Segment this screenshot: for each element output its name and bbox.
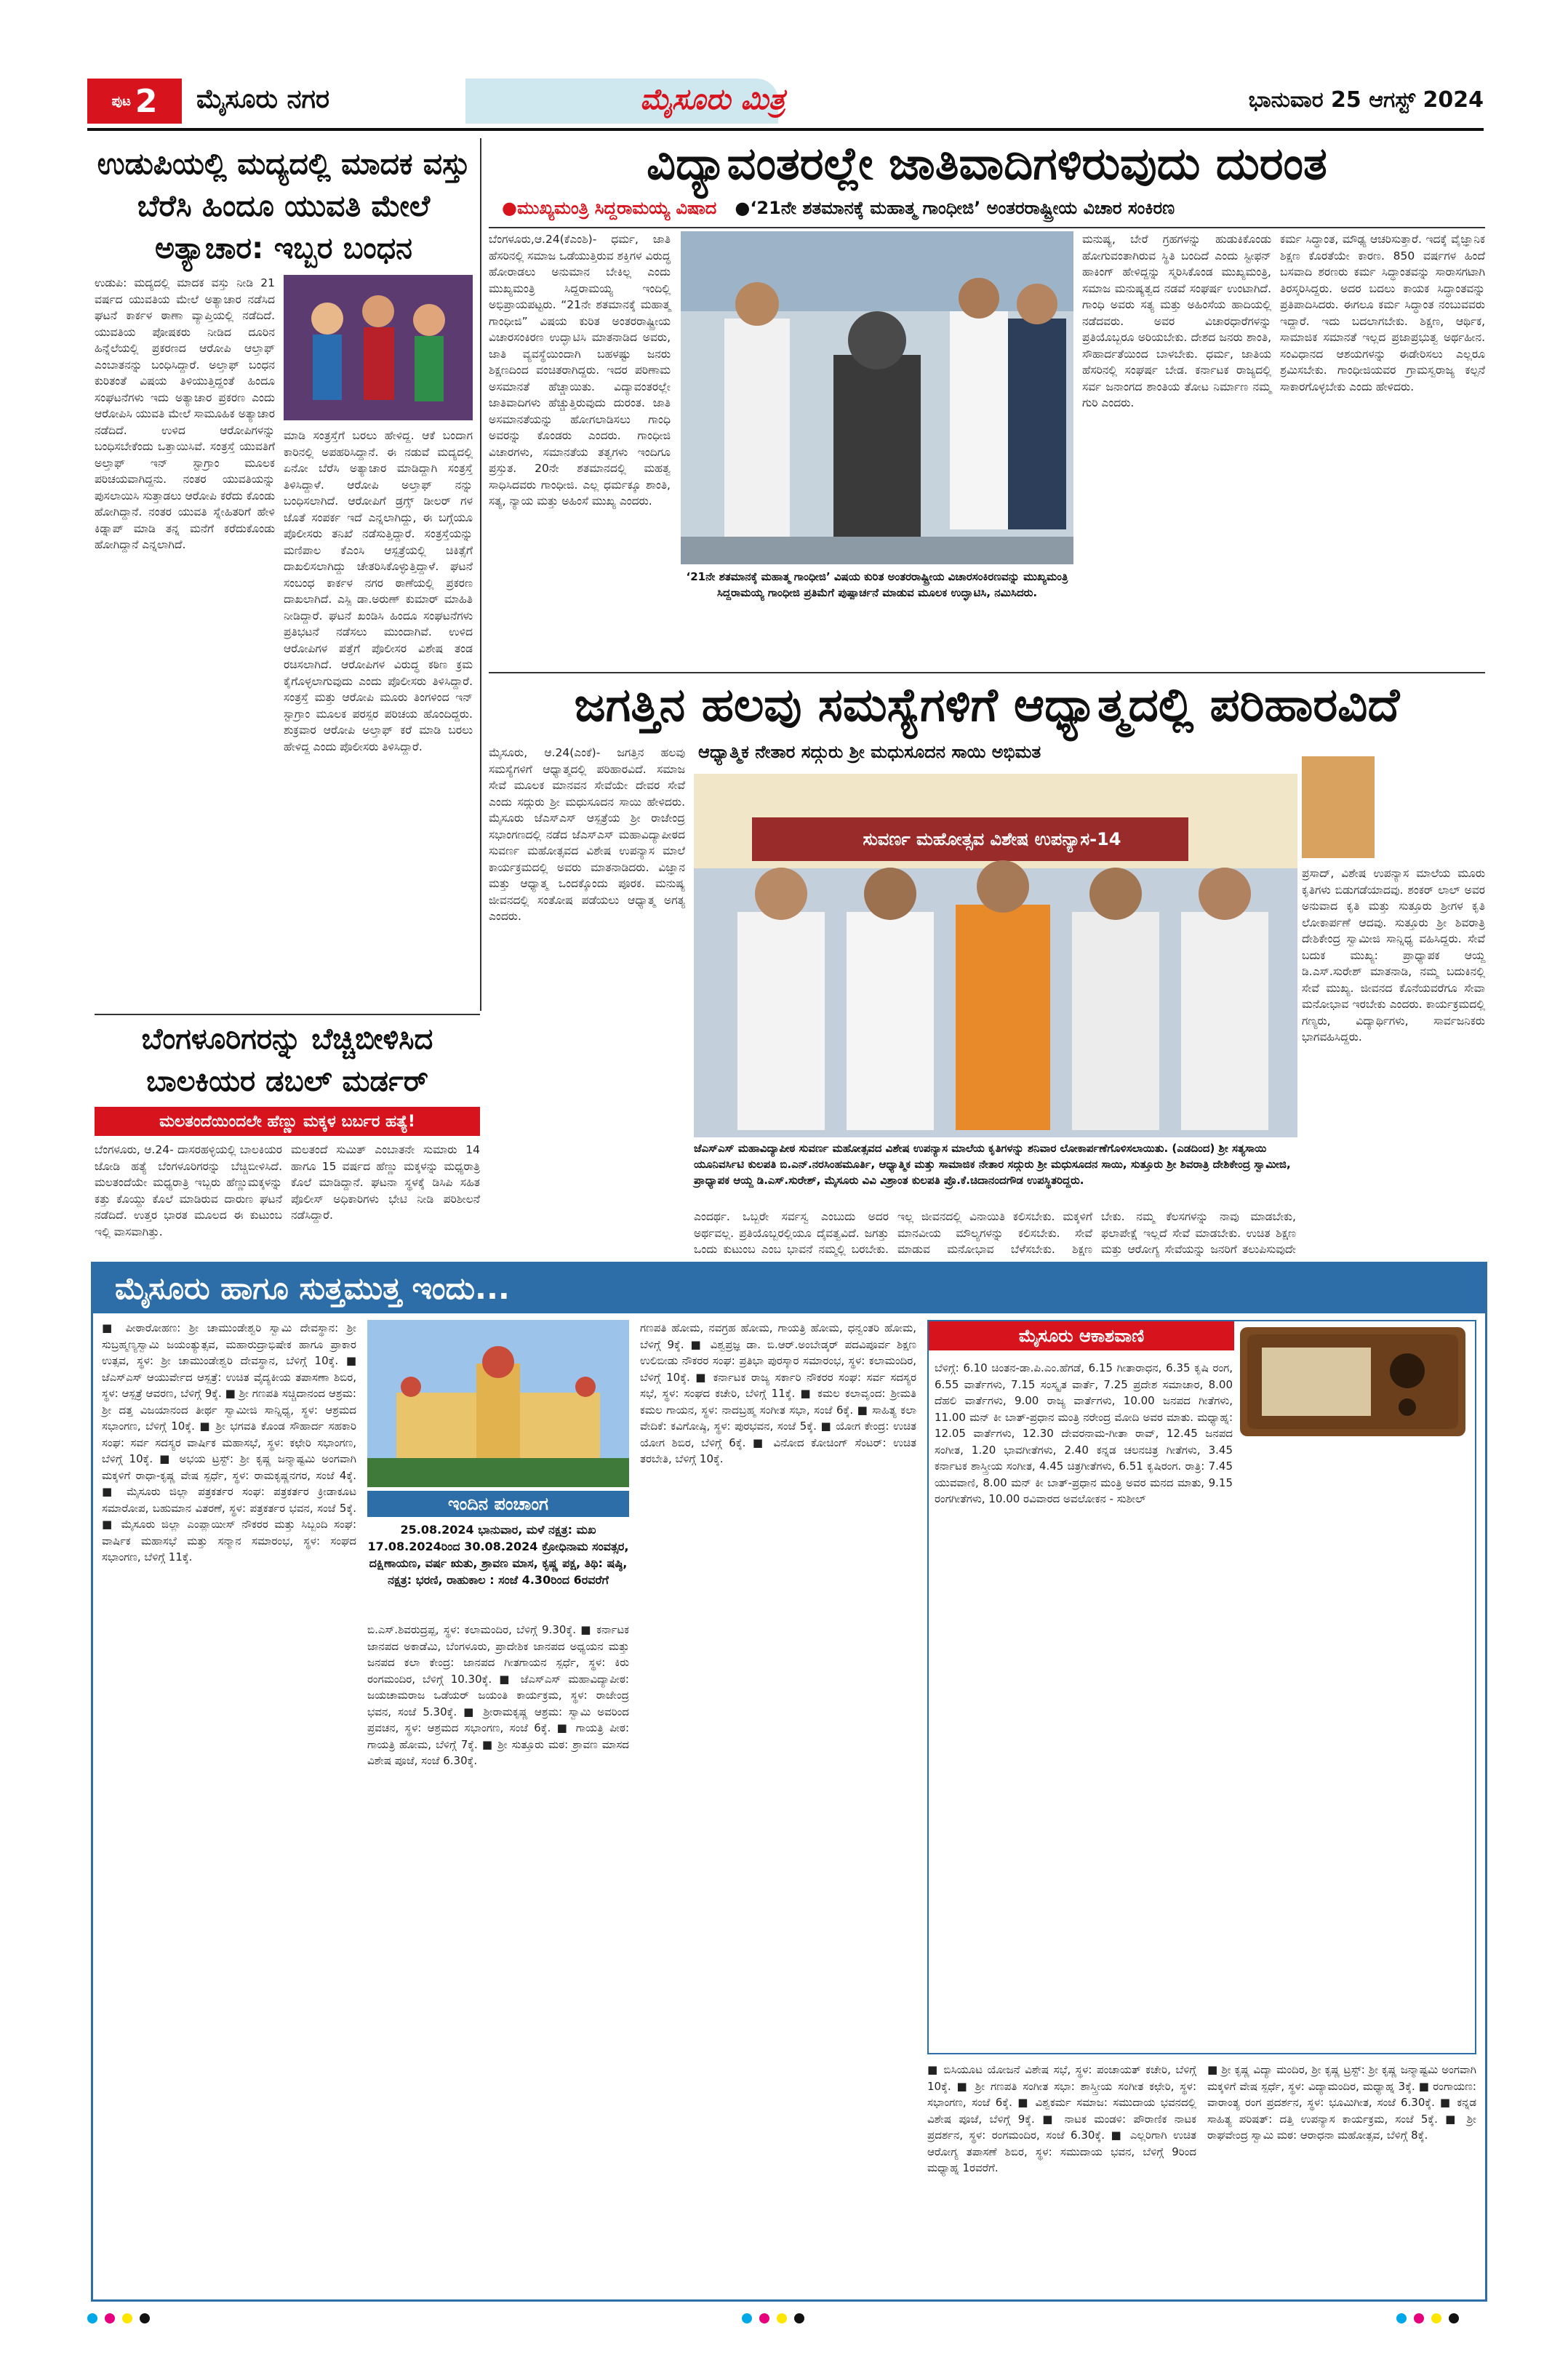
- story1-body-b: ಮಾಡಿ ಸಂತ್ರಸ್ತೆಗೆ ಬರಲು ಹೇಳಿದ್ದ. ಆಕೆ ಬಂದಾಗ ಕಾರಿನಲ್ಲಿ ಅಪಹರಿಸಿದ್ದಾನೆ. ಈ ನಡುವೆ ಮದ್ಯದಲ್ಲಿ ಏನೋ ಬೆರೆಸಿ ಅತ್ಯಾಚಾರ ಮಾಡಿದ್ದಾಗಿ ಸಂತ್ರಸ್ತೆ ತಿಳಿಸಿದ್ದಾಳೆ. ಆರೋಪಿ ಅಲ್ತಾಫ್ ನನ್ನು ಬಂಧಿಸಲಾಗಿದೆ. ಆರೋಪಿಗೆ ಡ್ರಗ್ಸ್ ಡೀಲರ್ ಗಳ ಜೊತೆ ಸಂಪರ್ಕ ಇದೆ ಎನ್ನಲಾಗಿದ್ದು, ಈ ಬಗ್ಗೆಯೂ ಪೊಲೀಸರು ತನಿಖೆ ನಡೆಸುತ್ತಿದ್ದಾರೆ. ಸಂತ್ರಸ್ತೆಯನ್ನು ಮಣಿಪಾಲ ಕೆಎಂಸಿ ಆಸ್ಪತ್ರೆಯಲ್ಲಿ ಚಿಕಿತ್ಸೆಗೆ ದಾಖಲಿಸಲಾಗಿದ್ದು ಚೇತರಿಸಿಕೊಳ್ಳುತ್ತಿದ್ದಾಳೆ. ಘಟನೆ ಸಂಬಂಧ ಕಾರ್ಕಳ ನಗರ ಠಾಣೆಯಲ್ಲಿ ಪ್ರಕರಣ ದಾಖಲಾಗಿದೆ. ಎಸ್ಪಿ ಡಾ.ಅರುಣ್ ಕುಮಾರ್ ಮಾಹಿತಿ ನೀಡಿದ್ದಾರೆ. ಘಟನೆ ಖಂಡಿಸಿ ಹಿಂದೂ ಸಂಘಟನೆಗಳು ಪ್ರತಿಭಟನೆ ನಡೆಸಲು ಮುಂದಾಗಿವೆ. ಉಳಿದ ಆರೋಪಿಗಳ ಪತ್ತೆಗೆ ಪೊಲೀಸರ ವಿಶೇಷ ತಂಡ ರಚಿಸಲಾಗಿದೆ. ಆರೋಪಿಗಳ ವಿರುದ್ಧ ಕಠಿಣ ಕ್ರಮ ಕೈಗೊಳ್ಳಲಾಗುವುದು ಎಂದು ಪೊಲೀಸರು ತಿಳಿಸಿದ್ದಾರೆ. ಸಂತ್ರಸ್ತೆ ಮತ್ತು ಆರೋಪಿ ಮೂರು ತಿಂಗಳಿಂದ ಇನ್ ಸ್ಟಾಗ್ರಾಂ ಮೂಲಕ ಪರಸ್ಪರ ಪರಿಚಯ ಹೊಂದಿದ್ದರು. ಶುಕ್ರವಾರ ಆರೋಪಿ ಅಲ್ತಾಫ್ ಕರೆ ಮಾಡಿ ಬರಲು ಹೇಳಿದ್ದ ಎಂದು ಪೊಲೀಸರು ತಿಳಿಸಿದ್ದಾರೆ.: [284, 429, 473, 753]
- story3-col-mid2: ಇಲ್ಲ ಜೀವನದಲ್ಲಿ ವಿನಾಯಿತಿ ಕಲಿಸಬೇಕು. ಮಕ್ಕಳಿಗೆ ಮಾನವೀಯ ಮೌಲ್ಯಗಳನ್ನು ಕಲಿಸಬೇಕು. ಸೇವೆ ಮಾಡುವ ಮನೋಭಾವ ಬೆಳೆಸಬೇಕು. ಶಿಕ್ಷಣ: [897, 1210, 1092, 1256]
- story2-col3: ಕರ್ಮ ಸಿದ್ಧಾಂತ, ಮೌಢ್ಯ ಆಚರಿಸುತ್ತಾರೆ. ಇದಕ್ಕೆ ವೈಜ್ಞಾನಿಕ ಶಿಕ್ಷಣ ಕೊರತೆಯೇ ಕಾರಣ. 850 ವರ್ಷಗಳ ಹಿಂದೆ ಬಸವಾದಿ ಶರಣರು ಕರ್ಮ ಸಿದ್ಧಾಂತವನ್ನು ಸಾರಾಸಗಟಾಗಿ ತಿರಸ್ಕರಿಸಿದ್ದರು. ಅದರ ಬದಲು ಕಾಯಕ ಸಿದ್ಧಾಂತವನ್ನು ಪ್ರತಿಪಾದಿಸಿದರು. ಈಗಲೂ ಕರ್ಮ ಸಿದ್ಧಾಂತ ನಂಬುವವರು ಇದ್ದಾರೆ. ಇದು ಬದಲಾಗಬೇಕು. ಶಿಕ್ಷಣ, ಆರ್ಥಿಕ, ಸಾಮಾಜಿಕ ಸಮಾನತೆ ಇಲ್ಲದ ಪ್ರಜಾಪ್ರಭುತ್ವ ಅರ್ಥಹೀನ. ಸಂವಿಧಾನದ ಆಶಯಗಳನ್ನು ಈಡೇರಿಸಲು ಎಲ್ಲರೂ ಶ್ರಮಿಸಬೇಕು. ಗಾಂಧೀಜಿಯವರ ಗ್ರಾಮಸ್ವರಾಜ್ಯ ಕಲ್ಪನೆ ಸಾಕಾರಗೊಳ್ಳಬೇಕು ಎಂದು ಹೇಳಿದರು.: [1280, 233, 1485, 393]
- events-col1: ■ ಪೀಠಾರೋಹಣ: ಶ್ರೀ ಚಾಮುಂಡೇಶ್ವರಿ ಸ್ವಾಮಿ ದೇವಸ್ಥಾನ: ಶ್ರೀ ಸುಬ್ರಹ್ಮಣ್ಯಸ್ವಾಮಿ ಜಯಂತ್ಯುತ್ಸವ, ಮಹಾರುದ್ರಾಭಿಷೇಕ ಹಾಗೂ ಪ್ರಾಕಾರ ಉತ್ಸವ, ಸ್ಥಳ: ಶ್ರೀ ಚಾಮುಂಡೇಶ್ವರಿ ದೇವಸ್ಥಾನ, ಬೆಳಿಗ್ಗೆ 10ಕ್ಕೆ. ■ ಜೆಎಸ್ಎಸ್ ಆಯುರ್ವೇದ ಆಸ್ಪತ್ರೆ: ಉಚಿತ ವೈದ್ಯಕೀಯ ತಪಾಸಣಾ ಶಿಬಿರ, ಸ್ಥಳ: ಆಸ್ಪತ್ರೆ ಆವರಣ, ಬೆಳಿಗ್ಗೆ 9ಕ್ಕೆ. ■ ಶ್ರೀ ಗಣಪತಿ ಸಚ್ಚಿದಾನಂದ ಆಶ್ರಮ: ಶ್ರೀ ದತ್ತ ವಿಜಯಾನಂದ ತೀರ್ಥ ಸ್ವಾಮೀಜಿ ಸಾನ್ನಿಧ್ಯ, ಸ್ಥಳ: ಆಶ್ರಮದ ಸಭಾಂಗಣ, ಬೆಳಿಗ್ಗೆ 10ಕ್ಕೆ. ■ ಶ್ರೀ ಭಗವತಿ ಕೊಂಡ ಸೌಹಾರ್ದ ಸಹಕಾರಿ ಸಂಘ: ಸರ್ವ ಸದಸ್ಯರ ವಾರ್ಷಿಕ ಮಹಾಸಭೆ, ಸ್ಥಳ: ಕಛೇರಿ ಸಭಾಂಗಣ, ಬೆಳಿಗ್ಗೆ 10ಕ್ಕೆ. ■ ಅಭಯ ಟ್ರಸ್ಟ್: ಶ್ರೀ ಕೃಷ್ಣ ಜನ್ಮಾಷ್ಟಮಿ ಅಂಗವಾಗಿ ಮಕ್ಕಳಿಗೆ ರಾಧಾ-ಕೃಷ್ಣ ವೇಷ ಸ್ಪರ್ಧೆ, ಸ್ಥಳ: ರಾಮಕೃಷ್ಣನಗರ, ಸಂಜೆ 4ಕ್ಕೆ. ■ ಮೈಸೂರು ಜಿಲ್ಲಾ ಪತ್ರಕರ್ತರ ಸಂಘ: ಪತ್ರಕರ್ತರ ಕ್ರೀಡಾಕೂಟ ಸಮಾರೋಪ, ಬಹುಮಾನ ವಿತರಣೆ, ಸ್ಥಳ: ಪತ್ರಕರ್ತರ ಭವನ, ಸಂಜೆ 5ಕ್ಕೆ. ■ ಮೈಸೂರು ಜಿಲ್ಲಾ ಎಂಪ್ಲಾಯೀಸ್ ನೌಕರರ ಮತ್ತು ಸಿಬ್ಬಂದಿ ಸಂಘ: ವಾರ್ಷಿಕ ಮಹಾಸಭೆ ಮತ್ತು ಸನ್ಮಾನ ಸಮಾರಂಭ, ಸ್ಥಳ: ಸಂಘದ ಸಭಾಂಗಣ, ಬೆಳಿಗ್ಗೆ 11ಕ್ಕೆ.: [102, 1321, 356, 1564]
- story4-col2: ಮಲತಂದೆ ಸುಮಿತ್ ಎಂಬಾತನೇ ಸುಮಾರು 14 ಹಾಗೂ 15 ವರ್ಷದ ಹೆಣ್ಣು ಮಕ್ಕಳನ್ನು ಮಧ್ಯರಾತ್ರಿ ಕೊಲೆ ಮಾಡಿದ್ದಾನೆ. ಘಟನಾ ಸ್ಥಳಕ್ಕೆ ಡಿಸಿಪಿ ಸಹಿತ ಪೊಲೀಸ್ ಅಧಿಕಾರಿಗಳು ಭೇಟಿ ನೀಡಿ ಪರಿಶೀಲನೆ ನಡೆಸಿದ್ದಾರೆ.: [291, 1143, 480, 1222]
- page-number: 2: [135, 82, 158, 120]
- story3-col-mid1: ಎಂದರ್ಥ. ಒಬ್ಬರೇ ಸರ್ವಸ್ವ ಎಂಬುದು ಅದರ ಅರ್ಥವಲ್ಲ. ಪ್ರತಿಯೊಬ್ಬರಲ್ಲಿಯೂ ದೈವತ್ವವಿದೆ. ಜಗತ್ತು ಒಂದು ಕುಟುಂಬ ಎಂಬ ಭಾವನೆ ನಮ್ಮಲ್ಲಿ ಬರಬೇಕು.: [694, 1210, 889, 1256]
- illustration-graphic: [284, 275, 473, 420]
- radio-head: ಮೈಸೂರು ಆಕಾಶವಾಣಿ: [929, 1321, 1234, 1350]
- story4-redline: ಮಲತಂದೆಯಿಂದಲೇ ಹೆಣ್ಣು ಮಕ್ಕಳ ಬರ್ಬರ ಹತ್ಯೆ!: [95, 1107, 480, 1136]
- registration-dots-center: [742, 2313, 812, 2326]
- gandhi-event-photo: [681, 231, 1073, 564]
- page-number-box: [87, 79, 182, 124]
- masthead: ಮೈಸೂರು ಮಿತ್ರ: [640, 83, 785, 116]
- events-head: ಮೈಸೂರು ಹಾಗೂ ಸುತ್ತಮುತ್ತ ಇಂದು...: [93, 1264, 1485, 1313]
- section-title: ಮೈಸೂರು ನಗರ: [196, 84, 330, 114]
- story4-headline: ಬೆಂಗಳೂರಿಗರನ್ನು ಬೆಚ್ಚಿಬೀಳಿಸಿದ ಬಾಲಕಿಯರ ಡಬಲ್ ಮರ್ಡರ್: [141, 1022, 433, 1098]
- story3-subline: ಆಧ್ಯಾತ್ಮಿಕ ನೇತಾರ ಸದ್ಗುರು ಶ್ರೀ ಮಧುಸೂದನ ಸಾಯಿ ಅಭಿಮತ: [698, 742, 1041, 762]
- registration-dots-right: [1396, 2313, 1466, 2326]
- events-col2: ಬಿ.ಎಸ್.ಶಿವರುದ್ರಪ್ಪ, ಸ್ಥಳ: ಕಲಾಮಂದಿರ, ಬೆಳಿಗ್ಗೆ 9.30ಕ್ಕೆ. ■ ಕರ್ನಾಟಕ ಜಾನಪದ ಅಕಾಡೆಮಿ, ಬೆಂಗಳೂರು, ಪ್ರಾದೇಶಿಕ ಜಾನಪದ ಅಧ್ಯಯನ ಮತ್ತು ಜನಪದ ಕಲಾ ಕೇಂದ್ರ: ಜಾನಪದ ಗೀತಗಾಯನ ಸ್ಪರ್ಧೆ, ಸ್ಥಳ: ಕಿರು ರಂಗಮಂದಿರ, ಬೆಳಿಗ್ಗೆ 10.30ಕ್ಕೆ. ■ ಜೆಎಸ್ಎಸ್ ಮಹಾವಿದ್ಯಾಪೀಠ: ಜಯಚಾಮರಾಜ ಒಡೆಯರ್ ಜಯಂತಿ ಕಾರ್ಯಕ್ರಮ, ಸ್ಥಳ: ರಾಜೇಂದ್ರ ಭವನ, ಸಂಜೆ 5.30ಕ್ಕೆ. ■ ಶ್ರೀರಾಮಕೃಷ್ಣ ಆಶ್ರಮ: ಸ್ವಾಮಿ ಅವರಿಂದ ಪ್ರವಚನ, ಸ್ಥಳ: ಆಶ್ರಮದ ಸಭಾಂಗಣ, ಸಂಜೆ 6ಕ್ಕೆ. ■ ಗಾಯತ್ರಿ ಪೀಠ: ಗಾಯತ್ರಿ ಹೋಮ, ಬೆಳಿಗ್ಗೆ 7ಕ್ಕೆ. ■ ಶ್ರೀ ಸುತ್ತೂರು ಮಠ: ಶ್ರಾವಣ ಮಾಸದ ವಿಶೇಷ ಪೂಜೆ, ಸಂಜೆ 6.30ಕ್ಕೆ.: [367, 1623, 629, 1767]
- story2-bottom-rule: [489, 672, 1485, 673]
- story2-col2: ಮನುಷ್ಯ, ಬೇರೆ ಗ್ರಹಗಳನ್ನು ಹುಡುಕಿಕೊಂಡು ಹೋಗುವಂತಾಗಿರುವ ಸ್ಥಿತಿ ಬಂದಿದೆ ಎಂದು ಸ್ಟೀಫನ್ ಹಾಕಿಂಗ್ ಹೇಳಿದ್ದನ್ನು ಸ್ಮರಿಸಿಕೊಂಡ ಮುಖ್ಯಮಂತ್ರಿ, ಸಮಾಜ ಮನುಷ್ಯತ್ವದ ನಡವೆ ಸಂಘರ್ಷ ಉಂಟಾಗಿದೆ. ಗಾಂಧಿ ಅವರು ಸತ್ಯ ಮತ್ತು ಅಹಿಂಸೆಯ ಹಾದಿಯಲ್ಲಿ ನಡೆದವರು. ಅವರ ವಿಚಾರಧಾರೆಗಳನ್ನು ಪ್ರತಿಯೊಬ್ಬರೂ ಅರಿಯಬೇಕು. ದೇಶದ ಜನರು ಶಾಂತಿ, ಸೌಹಾರ್ದತೆಯಿಂದ ಬಾಳಬೇಕು. ಧರ್ಮ, ಜಾತಿಯ ಹೆಸರಿನಲ್ಲಿ ಸಂಘರ್ಷ ಬೇಡ. ಕರ್ನಾಟಕ ರಾಜ್ಯದಲ್ಲಿ ಸರ್ವ ಜನಾಂಗದ ಶಾಂತಿಯ ತೋಟ ನಿರ್ಮಾಣ ನಮ್ಮ ಗುರಿ ಎಂದರು.: [1082, 233, 1271, 409]
- story3-headline: ಜಗತ್ತಿನ ಹಲವು ಸಮಸ್ಯೆಗಳಿಗೆ ಆಧ್ಯಾತ್ಮದಲ್ಲಿ ಪರಿಹಾರವಿದೆ: [574, 678, 1400, 732]
- page-label: ಪುಟ: [111, 93, 131, 109]
- header-rule: [87, 128, 1484, 131]
- page-header: [87, 79, 1484, 129]
- palace-graphic: [367, 1320, 629, 1487]
- story2-col1: ಬೆಂಗಳೂರು,ಆ.24(ಕೆಎಂಶಿ)- ಧರ್ಮ, ಜಾತಿ ಹೆಸರಿನಲ್ಲಿ ಸಮಾಜ ಒಡೆಯುತ್ತಿರುವ ಶಕ್ತಿಗಳ ವಿರುದ್ಧ ಹೋರಾಡಲು ಅನುಮಾನ ಬೇಕಿಲ್ಲ ಎಂದು ಮುಖ್ಯಮಂತ್ರಿ ಸಿದ್ದರಾಮಯ್ಯ ಇಂದಿಲ್ಲಿ ಅಭಿಪ್ರಾಯಪಟ್ಟರು. “21ನೇ ಶತಮಾನಕ್ಕೆ ಮಹಾತ್ಮ ಗಾಂಧೀಜಿ” ವಿಷಯ ಕುರಿತ ಅಂತರರಾಷ್ಟ್ರೀಯ ವಿಚಾರಸಂಕಿರಣ ಉದ್ಘಾಟಿಸಿ ಮಾತನಾಡಿದ ಅವರು, ಜಾತಿ ವ್ಯವಸ್ಥೆಯಿಂದಾಗಿ ಬಹಳಷ್ಟು ಜನರು ಶಿಕ್ಷಣದಿಂದ ವಂಚಿತರಾಗಿದ್ದರು. ಇದರ ಪರಿಣಾಮ ಅಸಮಾನತೆ ಹೆಚ್ಚಾಯಿತು. ವಿದ್ಯಾವಂತರಲ್ಲೇ ಜಾತಿವಾದಿಗಳು ಹೆಚ್ಚುತ್ತಿರುವುದು ದುರಂತ. ಜಾತಿ ಅಸಮಾನತೆಯನ್ನು ಹೋಗಲಾಡಿಸಲು ಗಾಂಧಿ ಅವರನ್ನು ಕೊಂಡರು ಎಂದರು. ಗಾಂಧೀಜಿ ವಿಚಾರಗಳು, ಸಮಾನತೆಯ ತತ್ವಗಳು ಇಂದಿಗೂ ಪ್ರಸ್ತುತ. 20ನೇ ಶತಮಾನದಲ್ಲಿ ಮಹತ್ವ ಸಾಧಿಸಿದವರು ಗಾಂಧೀಜಿ. ಎಲ್ಲ ಧರ್ಮಕ್ಕೂ ಶಾಂತಿ, ಸತ್ಯ, ನ್ಯಾಯ ಮತ್ತು ಅಹಿಂಸೆ ಮುಖ್ಯ ಎಂದರು.: [489, 233, 671, 508]
- panchanga-head: ಇಂದಿನ ಪಂಚಾಂಗ: [367, 1491, 629, 1517]
- story1-illustration: [284, 275, 473, 420]
- story3-col-mid3: ಬೇಕು. ನಮ್ಮ ಕೆಲಸಗಳನ್ನು ನಾವು ಮಾಡಬೇಕು, ಫಲಾಪೇಕ್ಷೆ ಇಲ್ಲದೆ ಸೇವೆ ಮಾಡಬೇಕು. ಉಚಿತ ಶಿಕ್ಷಣ ಮತ್ತು ಆರೋಗ್ಯ ಸೇವೆಯನ್ನು ಜನರಿಗೆ ತಲುಪಿಸುವುದೇ: [1101, 1210, 1296, 1256]
- story3-col-right: ಪ್ರಸಾದ್, ವಿಶೇಷ ಉಪನ್ಯಾಸ ಮಾಲೆಯ ಮೂರು ಕೃತಿಗಳು ಬಿಡುಗಡೆಯಾದವು. ಶಂಕರ್ ಲಾಲ್ ಅವರ ಅನುವಾದ ಕೃತಿ ಮತ್ತು ಸುತ್ತೂರು ಶ್ರೀಗಳ ಕೃತಿ ಲೋಕಾರ್ಪಣೆ ಆದವು. ಸುತ್ತೂರು ಶ್ರೀ ಶಿವರಾತ್ರಿ ದೇಶಿಕೇಂದ್ರ ಸ್ವಾಮೀಜಿ ಸಾನ್ನಿಧ್ಯ ವಹಿಸಿದ್ದರು. ಸೇವೆ ಬದುಕ ಮುಖ್ಯ: ಪ್ರಾಧ್ಯಾಪಕ ಆಯ್ದ ಡಿ.ಎಸ್.ಸುರೇಶ್ ಮಾತನಾಡಿ, ನಮ್ಮ ಬದುಕಿನಲ್ಲಿ ಸೇವೆ ಮುಖ್ಯ. ಜೀವನದ ಕೊನೆಯವರೆಗೂ ಸೇವಾ ಮನೋಭಾವ ಇರಬೇಕು ಎಂದರು. ಕಾರ್ಯಕ್ರಮದಲ್ಲಿ ಗಣ್ಯರು, ವಿದ್ಯಾರ್ಥಿಗಳು, ಸಾರ್ವಜನಿಕರು ಭಾಗವಹಿಸಿದ್ದರು.: [1302, 867, 1485, 1044]
- story3-col-left: ಮೈಸೂರು, ಆ.24(ಎಂಕೆ)- ಜಗತ್ತಿನ ಹಲವು ಸಮಸ್ಯೆಗಳಿಗೆ ಆಧ್ಯಾತ್ಮದಲ್ಲಿ ಪರಿಹಾರವಿದೆ. ಸಮಾಜ ಸೇವೆ ಮೂಲಕ ಮಾನವನ ಸೇವೆಯೇ ದೇವರ ಸೇವೆ ಎಂದು ಸದ್ಗುರು ಶ್ರೀ ಮಧುಸೂದನ ಸಾಯಿ ಹೇಳಿದರು. ಮೈಸೂರು ಜೆಎಸ್ಎಸ್ ಆಸ್ಪತ್ರೆಯ ಶ್ರೀ ರಾಜೇಂದ್ರ ಸಭಾಂಗಣದಲ್ಲಿ ನಡೆದ ಜೆಎಸ್ಎಸ್ ಮಹಾವಿದ್ಯಾಪೀಠದ ಸುವರ್ಣ ಮಹೋತ್ಸವದ ವಿಶೇಷ ಉಪನ್ಯಾಸ ಮಾಲೆ ಕಾರ್ಯಕ್ರಮದಲ್ಲಿ ಅವರು ಮಾತನಾಡಿದರು. ವಿಜ್ಞಾನ ಮತ್ತು ಆಧ್ಯಾತ್ಮ ಒಂದಕ್ಕೊಂದು ಪೂರಕ. ಮನುಷ್ಯ ಜೀವನದಲ್ಲಿ ಸಂತೋಷ ಪಡೆಯಲು ಆಧ್ಯಾತ್ಮ ಅಗತ್ಯ ಎಂದರು.: [489, 746, 685, 923]
- story1-headline: ಉಡುಪಿಯಲ್ಲಿ ಮದ್ಯದಲ್ಲಿ ಮಾದಕ ವಸ್ತು ಬೆರೆಸಿ ಹಿಂದೂ ಯುವತಿ ಮೇಲೆ ಅತ್ಯಾಚಾರ: ಇಬ್ಬರ ಬಂಧನ: [97, 146, 471, 265]
- events-col3: ಗಣಪತಿ ಹೋಮ, ನವಗ್ರಹ ಹೋಮ, ಗಾಯತ್ರಿ ಹೋಮ, ಧನ್ವಂತರಿ ಹೋಮ, ಬೆಳಿಗ್ಗೆ 9ಕ್ಕೆ. ■ ವಿಶ್ವಪ್ರಜ್ಞ ಡಾ. ಬಿ.ಆರ್.ಅಂಬೇಡ್ಕರ್ ಪದವಿಪೂರ್ವ ಶಿಕ್ಷಣ ಉಲಿಬೀಡು ನೌಕರರ ಸಂಘ: ಪ್ರತಿಭಾ ಪುರಸ್ಕಾರ ಸಮಾರಂಭ, ಸ್ಥಳ: ಕಲಾಮಂದಿರ, ಬೆಳಿಗ್ಗೆ 10ಕ್ಕೆ. ■ ಕರ್ನಾಟಕ ರಾಜ್ಯ ಸರ್ಕಾರಿ ನೌಕರರ ಸಂಘ: ಸರ್ವ ಸದಸ್ಯರ ಸಭೆ, ಸ್ಥಳ: ಸಂಘದ ಕಚೇರಿ, ಬೆಳಿಗ್ಗೆ 11ಕ್ಕೆ. ■ ಕಮಲ ಕಲಾವೃಂದ: ಶ್ರೀಮತಿ ಕಮಲ ಗಾಯನ, ಸ್ಥಳ: ನಾದಬ್ರಹ್ಮ ಸಂಗೀತ ಸಭಾ, ಸಂಜೆ 6ಕ್ಕೆ. ■ ಸಾಹಿತ್ಯ ಕಲಾ ವೇದಿಕೆ: ಕವಿಗೋಷ್ಠಿ, ಸ್ಥಳ: ಪುರಭವನ, ಸಂಜೆ 5ಕ್ಕೆ. ■ ಯೋಗ ಕೇಂದ್ರ: ಉಚಿತ ಯೋಗ ಶಿಬಿರ, ಬೆಳಿಗ್ಗೆ 6ಕ್ಕೆ. ■ ವಿನೋದ ಕೋಚಿಂಗ್ ಸೆಂಟರ್: ಉಚಿತ ತರಬೇತಿ, ಬೆಳಿಗ್ಗೆ 10ಕ್ಕೆ.: [640, 1321, 916, 1465]
- book-release-photo: [694, 774, 1297, 1137]
- radio-graphic: [1240, 1327, 1465, 1436]
- story3-caption: ಜೆಎಸ್ಎಸ್ ಮಹಾವಿದ್ಯಾಪೀಠ ಸುವರ್ಣ ಮಹೋತ್ಸವದ ವಿಶೇಷ ಉಪನ್ಯಾಸ ಮಾಲೆಯ ಕೃತಿಗಳನ್ನು ಶನಿವಾರ ಲೋಕಾರ್ಪಣೆಗೊಳಿಸಲಾಯಿತು. (ಎಡದಿಂದ) ಶ್ರೀ ಸತ್ಯಸಾಯಿ ಯೂನಿವರ್ಸಿಟಿ ಕುಲಪತಿ ಬಿ.ಎನ್.ನರಸಿಂಹಮೂರ್ತಿ, ಆಧ್ಯಾತ್ಮಿಕ ಮತ್ತು ಸಾಮಾಜಿಕ ನೇತಾರ ಸದ್ಗುರು ಶ್ರೀ ಮಧುಸೂದನ ಸಾಯಿ, ಸುತ್ತೂರು ಶ್ರೀ ಶಿವರಾತ್ರಿ ದೇಶಿಕೇಂದ್ರ ಸ್ವಾಮೀಜಿ, ಪ್ರಾಧ್ಯಾಪಕ ಆಯ್ದ ಡಿ.ಎಸ್.ಸುರೇಶ್, ಮೈಸೂರು ವಿವಿ ವಿಶ್ರಾಂತ ಕುಲಪತಿ ಪ್ರೊ.ಕೆ.ಚಿದಾನಂದಗೌಡ ಉಪಸ್ಥಿತರಿದ್ದರು.: [694, 1142, 1291, 1187]
- events-col4: ■ ಬಿಸಿಯೂಟ ಯೋಜನೆ ವಿಶೇಷ ಸಭೆ, ಸ್ಥಳ: ಪಂಚಾಯತ್ ಕಚೇರಿ, ಬೆಳಿಗ್ಗೆ 10ಕ್ಕೆ. ■ ಶ್ರೀ ಗಣಪತಿ ಸಂಗೀತ ಸಭಾ: ಶಾಸ್ತ್ರೀಯ ಸಂಗೀತ ಕಛೇರಿ, ಸ್ಥಳ: ಸಭಾಂಗಣ, ಸಂಜೆ 6ಕ್ಕೆ. ■ ವಿಶ್ವಕರ್ಮ ಸಮಾಜ: ಸಮುದಾಯ ಭವನದಲ್ಲಿ ವಿಶೇಷ ಪೂಜೆ, ಬೆಳಿಗ್ಗೆ 9ಕ್ಕೆ. ■ ನಾಟಕ ಮಂಡಳಿ: ಪೌರಾಣಿಕ ನಾಟಕ ಪ್ರದರ್ಶನ, ಸ್ಥಳ: ರಂಗಮಂದಿರ, ಸಂಜೆ 6.30ಕ್ಕೆ. ■ ಎಲ್ಲರಿಗಾಗಿ ಉಚಿತ ಆರೋಗ್ಯ ತಪಾಸಣೆ ಶಿಬಿರ, ಸ್ಥಳ: ಸಮುದಾಯ ಭವನ, ಬೆಳಿಗ್ಗೆ 9ರಿಂದ ಮಧ್ಯಾಹ್ನ 1ರವರೆಗೆ.: [927, 2063, 1196, 2174]
- photo-banner-text: ಸುವರ್ಣ ಮಹೋತ್ಸವ ವಿಶೇಷ ಉಪನ್ಯಾಸ-14: [863, 829, 1121, 849]
- story3-inset-photo: [1302, 756, 1375, 858]
- story1-body-a: ಉಡುಪಿ: ಮದ್ಯದಲ್ಲಿ ಮಾದಕ ವಸ್ತು ನೀಡಿ 21 ವರ್ಷದ ಯುವತಿಯ ಮೇಲೆ ಅತ್ಯಾಚಾರ ನಡೆಸಿದ ಘಟನೆ ಕಾರ್ಕಳ ಠಾಣಾ ವ್ಯಾಪ್ತಿಯಲ್ಲಿ ನಡೆದಿದೆ. ಯುವತಿಯ ಪೋಷಕರು ನೀಡಿದ ದೂರಿನ ಹಿನ್ನೆಲೆಯಲ್ಲಿ ಪ್ರಕರಣದ ಆರೋಪಿ ಆಲ್ತಾಫ್ ಎಂಬಾತನನ್ನು ಬಂಧಿಸಿದ್ದಾರೆ. ಅಲ್ತಾಫ್ ಬಂಧನ ಕುರಿತಂತೆ ವಿಷಯ ತಿಳಿಯುತ್ತಿದ್ದಂತೆ ಹಿಂದೂ ಸಂಘಟನೆಗಳು ಇದು ಅತ್ಯಾಚಾರ ಪ್ರಕರಣ ಎಂದು ಆರೋಪಿಸಿ ಯುವತಿ ಮೇಲೆ ಸಾಮೂಹಿಕ ಅತ್ಯಾಚಾರ ನಡೆದಿದೆ. ಉಳಿದ ಆರೋಪಿಗಳನ್ನು ಬಂಧಿಸಬೇಕೆಂದು ಒತ್ತಾಯಿಸಿವೆ. ಸಂತ್ರಸ್ತೆ ಯುವತಿಗೆ ಅಲ್ತಾಫ್ ಇನ್ ಸ್ಟಾಗ್ರಾಂ ಮೂಲಕ ಪರಿಚಯವಾಗಿದ್ದನು. ನಂತರ ಯುವತಿಯನ್ನು ಪುಸಲಾಯಿಸಿ ಸುತ್ತಾಡಲು ಆರೋಪಿ ಕರೆದು ಕೊಂಡು ಹೋಗಿದ್ದಾನೆ. ನಂತರ ಯುವತಿ ಸ್ನೇಹಿತರಿಗೆ ಹೇಳಿ ಕಿಡ್ನಾಪ್ ಮಾಡಿ ತನ್ನ ಮನೆಗೆ ಕರೆದುಕೊಂಡು ಹೋಗಿದ್ದಾನೆ ಎನ್ನಲಾಗಿದೆ.: [95, 276, 275, 551]
- story4-top-rule: [95, 1014, 480, 1015]
- story2-photo: [681, 231, 1073, 564]
- radio-icon: [1240, 1327, 1465, 1436]
- palace-image: [367, 1320, 629, 1487]
- col-divider-1: [480, 138, 481, 1011]
- registration-dots-left: [87, 2313, 157, 2326]
- story2-subline: [502, 198, 1484, 224]
- story4-col1: ಬೆಂಗಳೂರು, ಆ.24- ದಾಸರಹಳ್ಳಿಯಲ್ಲಿ ಬಾಲಕಿಯರ ಜೋಡಿ ಹತ್ಯೆ ಬೆಂಗಳೂರಿಗರನ್ನು ಬೆಚ್ಚಿಬೀಳಿಸಿದೆ. ಮಲತಂದೆಯೇ ಮಧ್ಯರಾತ್ರಿ ಇಬ್ಬರು ಹೆಣ್ಣುಮಕ್ಕಳನ್ನು ಕತ್ತು ಕೊಯ್ದು ಕೊಲೆ ಮಾಡಿರುವ ದಾರುಣ ಘಟನೆ ನಡೆದಿದೆ. ಉತ್ತರ ಭಾರತ ಮೂಲದ ಈ ಕುಟುಂಬ ಇಲ್ಲಿ ವಾಸವಾಗಿತ್ತು.: [95, 1143, 282, 1238]
- story2-caption: ‘21ನೇ ಶತಮಾನಕ್ಕೆ ಮಹಾತ್ಮ ಗಾಂಧೀಜಿ’ ವಿಷಯ ಕುರಿತ ಅಂತರರಾಷ್ಟ್ರೀಯ ವಿಚಾರಸಂಕಿರಣವನ್ನು ಮುಖ್ಯಮಂತ್ರಿ ಸಿದ್ದರಾಮಯ್ಯ ಗಾಂಧೀಜಿ ಪ್ರತಿಮೆಗೆ ಪುಷ್ಪಾರ್ಚನೆ ಮಾಡುವ ಮೂಲಕ ಉದ್ಘಾಟಿಸಿ, ನಮಿಸಿದರು.: [686, 570, 1068, 599]
- story2-subline-rule: [489, 227, 1485, 228]
- story2-headline: ವಿದ್ಯಾವಂತರಲ್ಲೇ ಜಾತಿವಾದಿಗಳಿರುವುದು ದುರಂತ: [647, 137, 1327, 190]
- story2-subline-a: ●ಮುಖ್ಯಮಂತ್ರಿ ಸಿದ್ದರಾಮಯ್ಯ ವಿಷಾದ: [502, 198, 717, 218]
- panchanga-text: 25.08.2024 ಭಾನುವಾರ, ಮಳೆ ನಕ್ಷತ್ರ: ಮಖ 17.08.2024ರಿಂದ 30.08.2024 ಕ್ರೋಧಿನಾಮ ಸಂವತ್ಸರ, ದಕ್ಷಿಣಾಯಣ, ವರ್ಷ ಋತು, ಶ್ರಾವಣ ಮಾಸ, ಕೃಷ್ಣ ಪಕ್ಷ, ತಿಥಿ: ಷಷ್ಠಿ, ನಕ್ಷತ್ರ: ಭರಣಿ, ರಾಹುಕಾಲ : ಸಂಜೆ 4.30ರಿಂದ 6ರವರೆಗೆ: [367, 1523, 629, 1587]
- story2-subline-b: ●‘21ನೇ ಶತಮಾನಕ್ಕೆ ಮಹಾತ್ಮ ಗಾಂಧೀಜಿ’ ಅಂತರರಾಷ್ಟ್ರೀಯ ವಿಚಾರ ಸಂಕಿರಣ: [735, 198, 1175, 218]
- radio-text: ಬೆಳಿಗ್ಗೆ: 6.10 ಚಿಂತನ-ಡಾ.ಪಿ.ಎಂ.ಹೆಗಡೆ, 6.15 ಗೀತಾರಾಧನ, 6.35 ಕೃಷಿ ರಂಗ, 6.55 ವಾರ್ತೆಗಳು, 7.15 ಸಂಸ್ಕೃತ ವಾರ್ತೆ, 7.25 ಪ್ರದೇಶ ಸಮಾಚಾರ, 8.00 ದೆಹಲಿ ವಾರ್ತೆಗಳು, 9.00 ರಾಜ್ಯ ವಾರ್ತೆಗಳು, 10.00 ಜನಪದ ಗೀತೆಗಳು, 11.00 ಮನ್ ಕೀ ಬಾತ್-ಪ್ರಧಾನ ಮಂತ್ರಿ ನರೇಂದ್ರ ಮೋದಿ ಅವರ ಮಾತು. ಮಧ್ಯಾಹ್ನ: 12.05 ವಾರ್ತೆಗಳು, 12.30 ದೇವರನಾಮ-ಗೀತಾ ರಾವ್, 12.45 ಜನಪದ ಸಂಗೀತ, 1.20 ಭಾವಗೀತೆಗಳು, 2.40 ಕನ್ನಡ ಚಲನಚಿತ್ರ ಗೀತೆಗಳು, 3.45 ಕರ್ನಾಟಕ ಶಾಸ್ತ್ರೀಯ ಸಂಗೀತ, 4.45 ಚಿತ್ರಗೀತೆಗಳು, 6.51 ಕೃಷಿರಂಗ. ರಾತ್ರಿ: 7.45 ಯುವವಾಣಿ, 8.00 ಮನ್ ಕೀ ಬಾತ್-ಪ್ರಧಾನ ಮಂತ್ರಿ ಅವರ ಮನದ ಮಾತು, 9.15 ರಂಗಗೀತೆಗಳು, 10.00 ರವಿವಾರದ ಅವಲೋಕನ - ಸುಶೀಲ್: [935, 1361, 1233, 1505]
- events-col5: ■ ಶ್ರೀ ಕೃಷ್ಣ ವಿದ್ಯಾ ಮಂದಿರ, ಶ್ರೀ ಕೃಷ್ಣ ಟ್ರಸ್ಟ್: ಶ್ರೀ ಕೃಷ್ಣ ಜನ್ಮಾಷ್ಟಮಿ ಅಂಗವಾಗಿ ಮಕ್ಕಳಿಗೆ ವೇಷ ಸ್ಪರ್ಧೆ, ಸ್ಥಳ: ವಿದ್ಯಾಮಂದಿರ, ಮಧ್ಯಾಹ್ನ 3ಕ್ಕೆ. ■ ರಂಗಾಯಣ: ವಾರಾಂತ್ಯ ರಂಗ ಪ್ರದರ್ಶನ, ಸ್ಥಳ: ಭೂಮಿಗೀತ, ಸಂಜೆ 6.30ಕ್ಕೆ. ■ ಕನ್ನಡ ಸಾಹಿತ್ಯ ಪರಿಷತ್: ದತ್ತಿ ಉಪನ್ಯಾಸ ಕಾರ್ಯಕ್ರಮ, ಸಂಜೆ 5ಕ್ಕೆ. ■ ಶ್ರೀ ರಾಘವೇಂದ್ರ ಸ್ವಾಮಿ ಮಠ: ಆರಾಧನಾ ಮಹೋತ್ಸವ, ಬೆಳಿಗ್ಗೆ 8ಕ್ಕೆ.: [1207, 2063, 1476, 2142]
- issue-date: ಭಾನುವಾರ 25 ಆಗಸ್ಟ್ 2024: [1248, 87, 1484, 113]
- story3-photo: [694, 774, 1297, 1137]
